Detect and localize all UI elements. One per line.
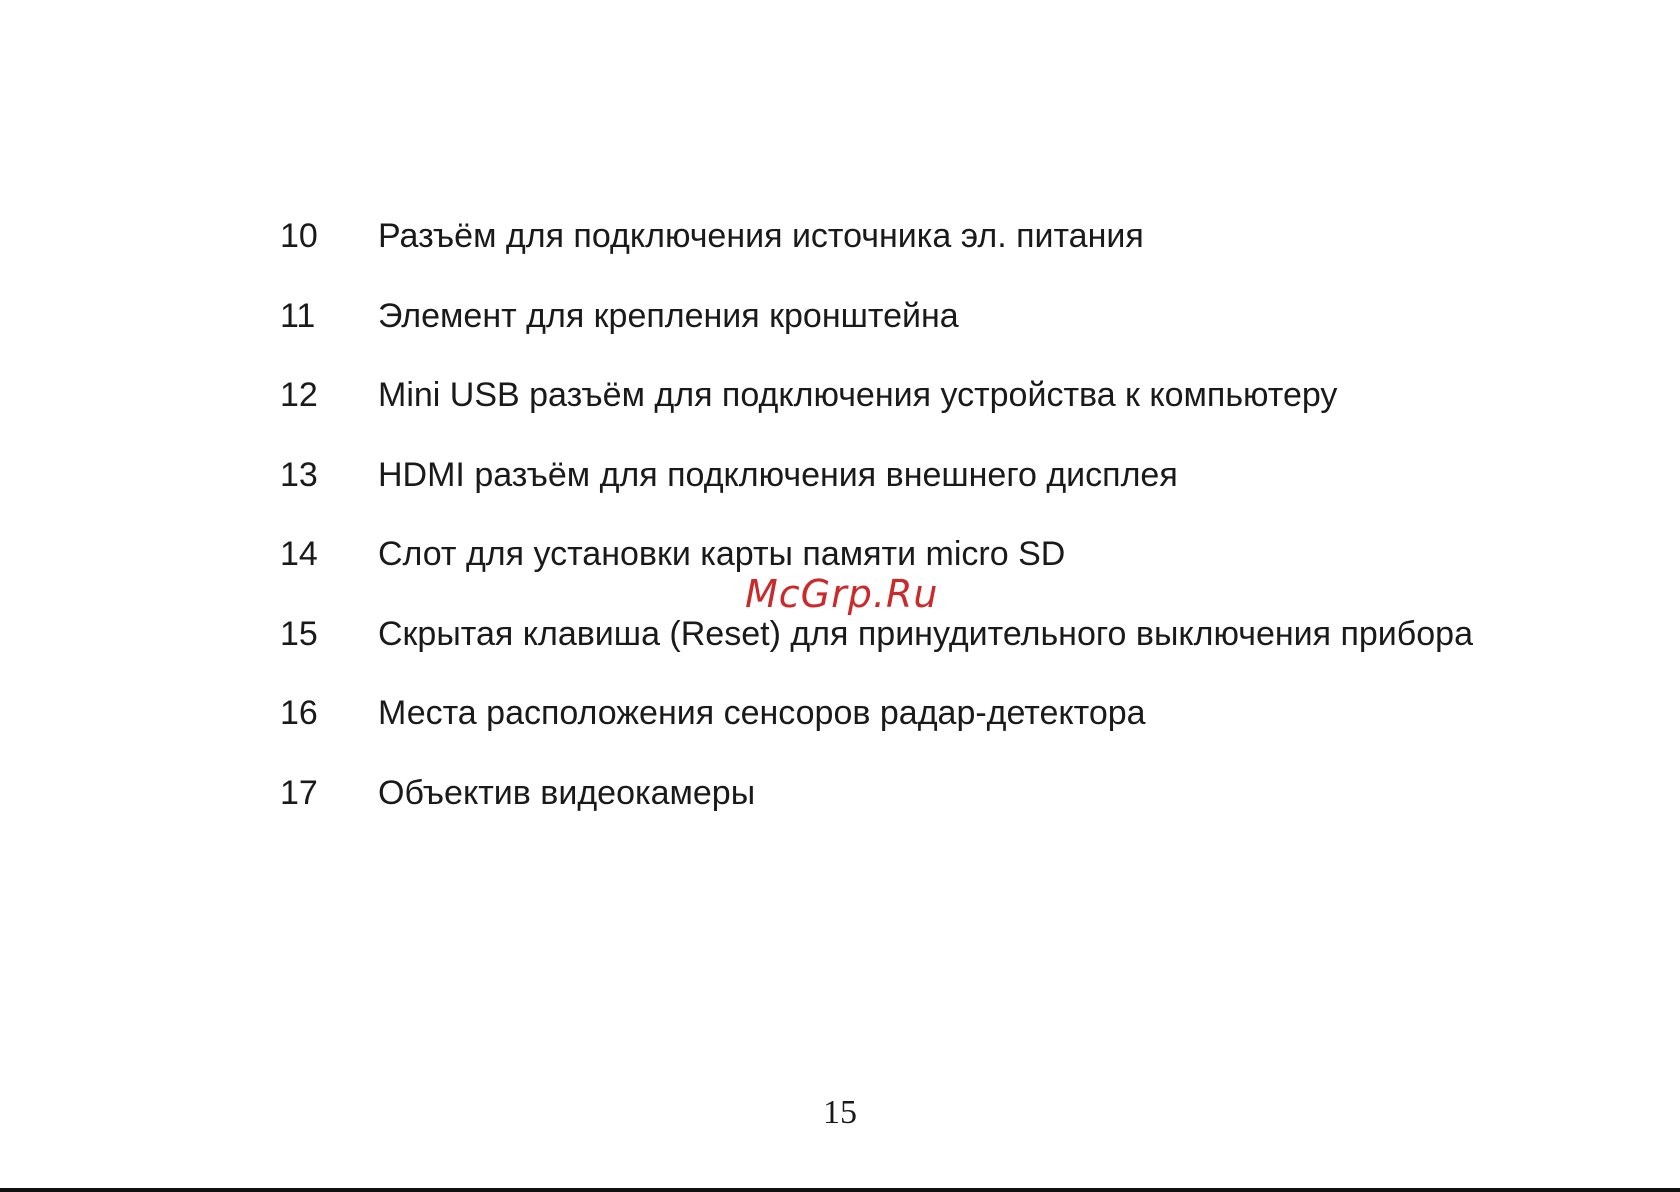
parts-legend-list — [0, 207, 1680, 843]
item-number: 11 — [280, 296, 316, 335]
legend-item — [0, 287, 1680, 367]
item-number: 12 — [280, 376, 318, 414]
watermark: McGrp.Ru — [745, 572, 939, 616]
item-description: HDMI разъём для подключения внешнего дисплея — [378, 455, 1178, 494]
item-number: 14 — [280, 535, 318, 573]
item-number: 16 — [280, 694, 318, 732]
item-number: 13 — [280, 455, 318, 494]
legend-item — [0, 366, 1680, 446]
page-number: 15 — [823, 1094, 857, 1131]
item-description: Разъём для подключения источника эл. питания — [378, 217, 1144, 255]
legend-item — [0, 446, 1680, 526]
bottom-divider — [0, 1188, 1680, 1192]
legend-item — [0, 684, 1680, 764]
item-number: 15 — [280, 614, 318, 653]
legend-item — [0, 605, 1680, 685]
item-description: Mini USB разъём для подключения устройства к компьютеру — [378, 376, 1338, 414]
item-description: Слот для установки карты памяти micro SD — [378, 535, 1066, 573]
item-description: Объектив видеокамеры — [378, 773, 756, 812]
item-description: Элемент для крепления кронштейна — [378, 296, 959, 335]
item-description: Скрытая клавиша (Reset) для принудительного выключения прибора — [378, 614, 1473, 653]
item-number: 17 — [280, 773, 318, 812]
item-number: 10 — [280, 217, 318, 255]
legend-item — [0, 764, 1680, 844]
legend-item — [0, 207, 1680, 287]
item-description: Места расположения сенсоров радар-детектора — [378, 694, 1146, 732]
